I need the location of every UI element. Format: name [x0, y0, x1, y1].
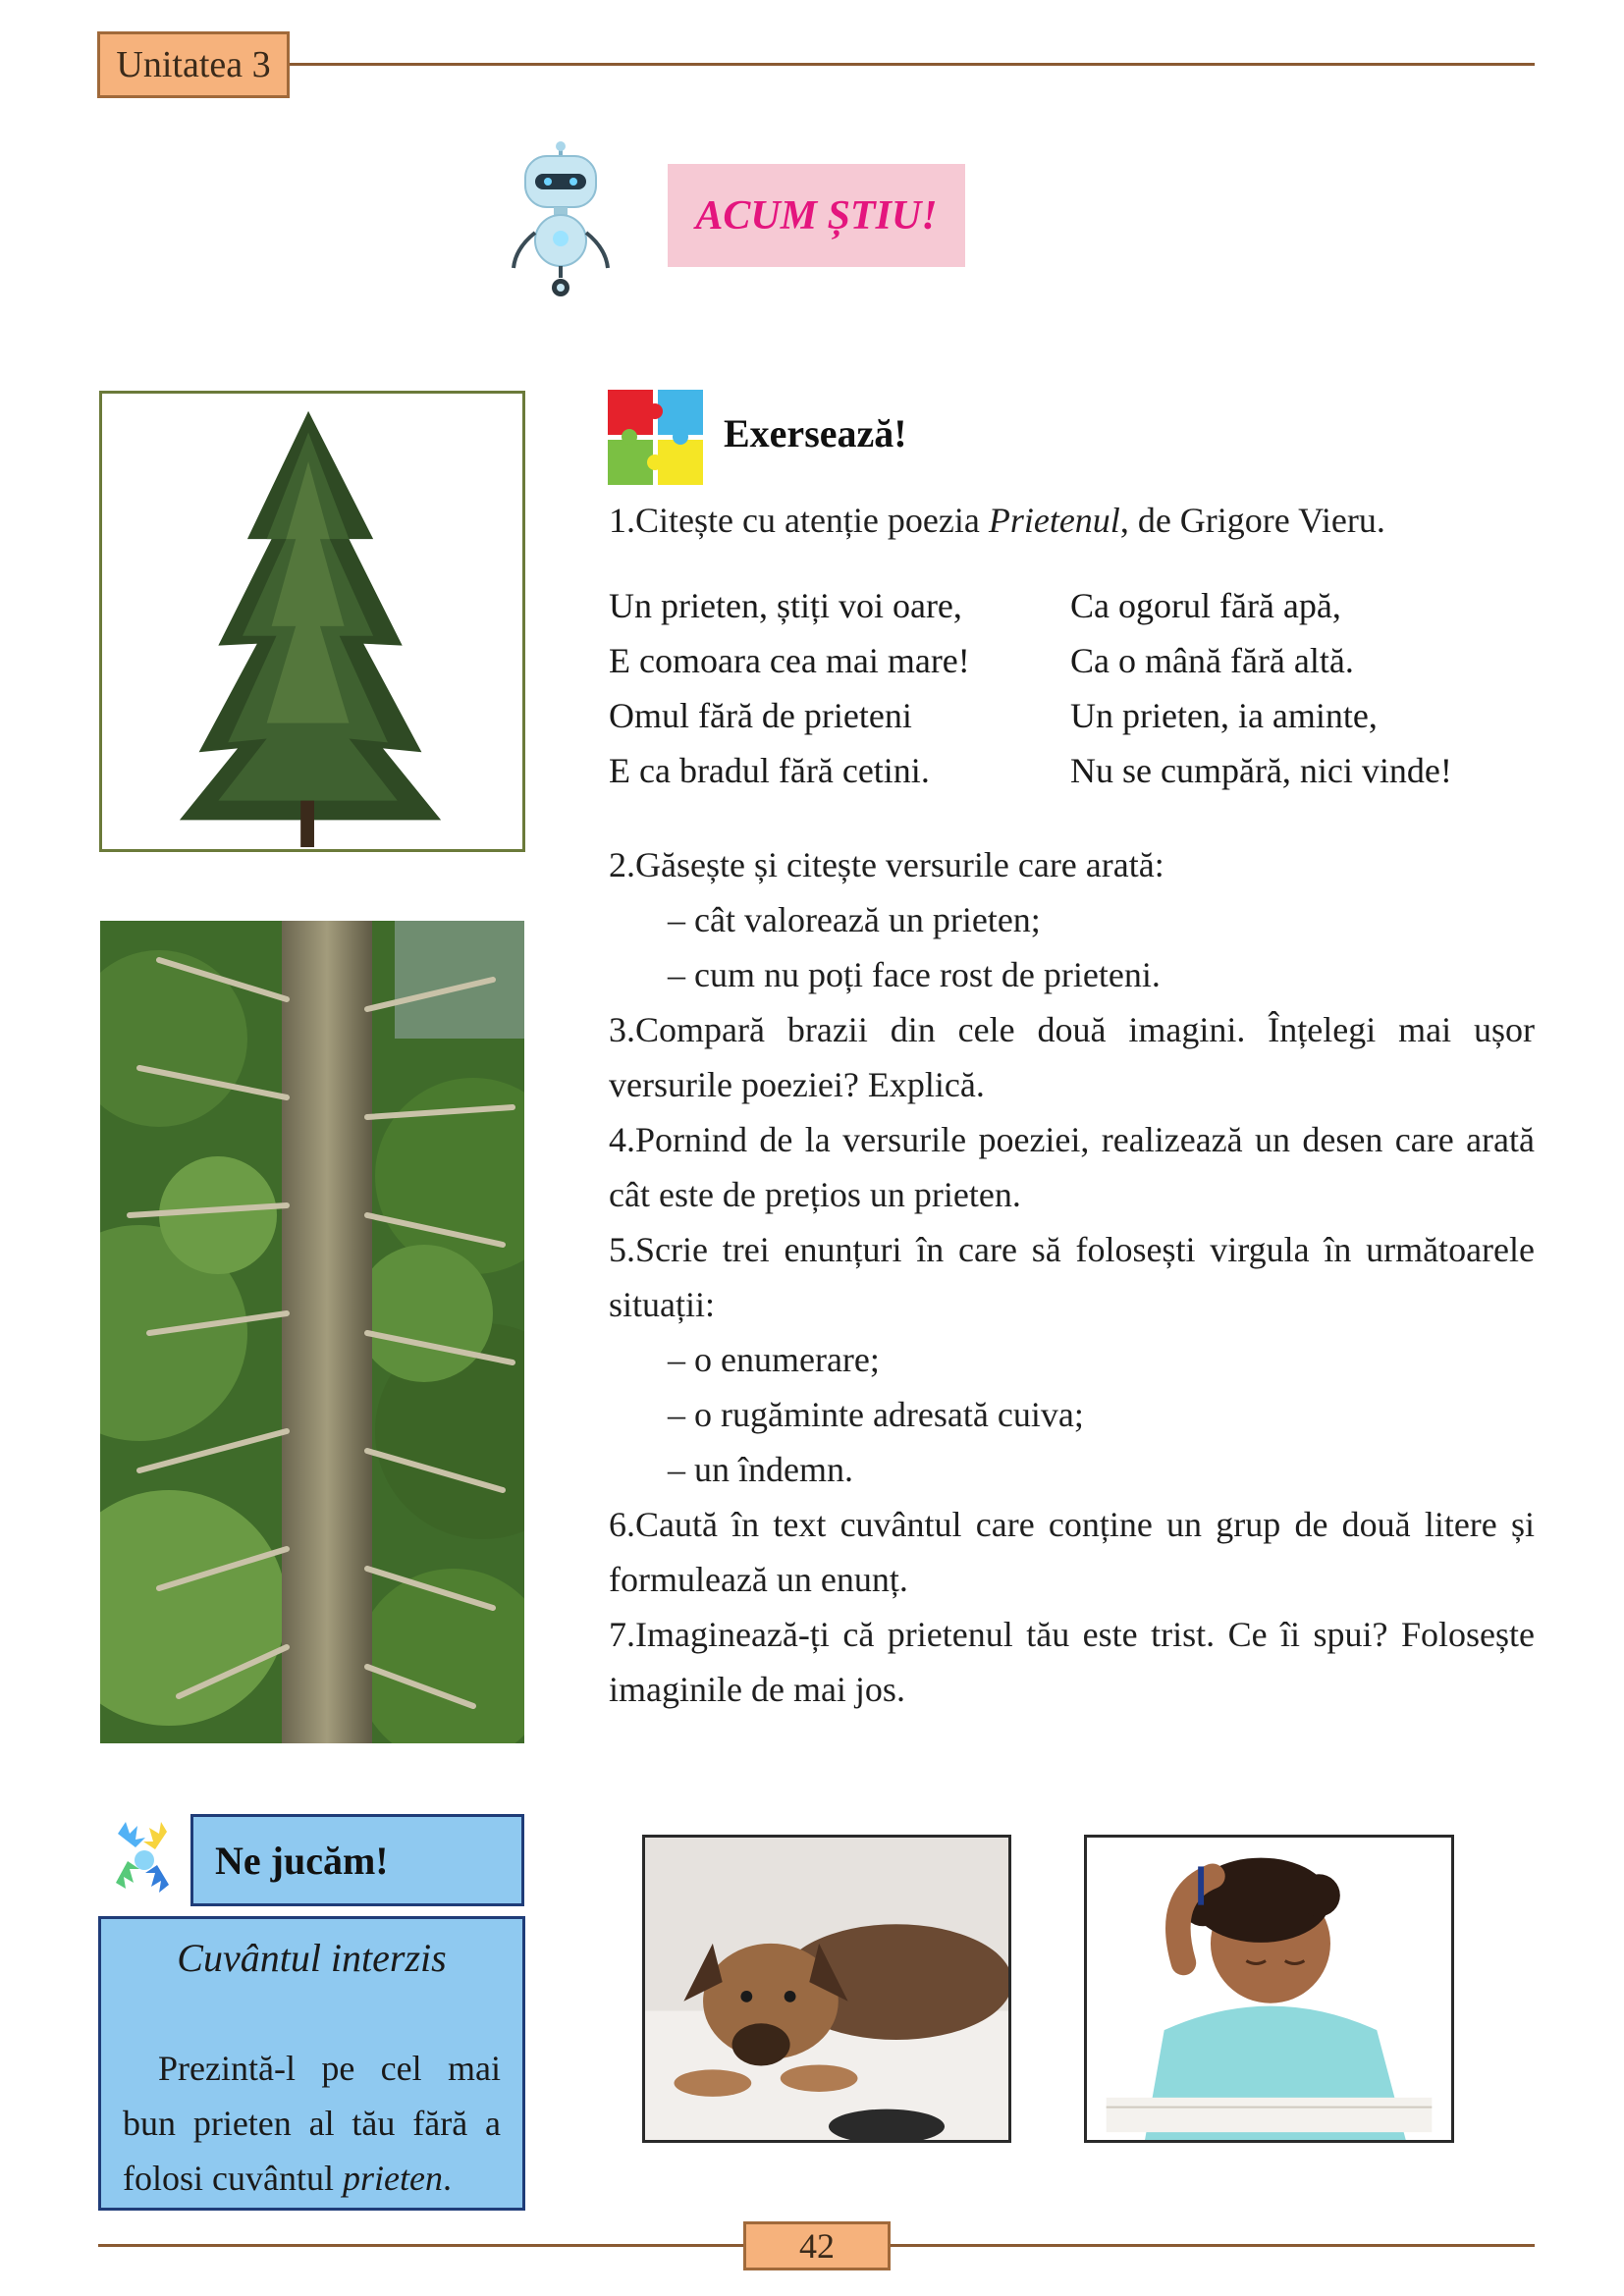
sad-boy-image [1084, 1835, 1454, 2143]
exercise-title: Exersează! [724, 411, 907, 455]
bare-fir-trunk-image [100, 921, 524, 1743]
poem-line: Un prieten, știți voi oare, [609, 586, 962, 625]
colorful-hands-icon [98, 1814, 190, 1906]
poem-stanza-right [1070, 578, 1452, 798]
fir-tree-image [99, 391, 525, 852]
question-2: 2.Găsește și citește versurile care arată: [609, 845, 1164, 884]
poem-stanza-left [609, 578, 970, 798]
poem-line: E comoara cea mai mare! [609, 641, 970, 680]
poem-line: Nu se cumpără, nici vinde! [1070, 751, 1452, 790]
question-5-item: – o rugăminte adresată cuiva; [668, 1395, 1084, 1434]
question-7: 7.Imaginează-ți că prietenul tău este trist. Ce îi spui? Folosește imaginile de mai jos. [609, 1615, 1535, 1709]
forbidden-word: prieten [342, 2159, 443, 2198]
poem-title: Prietenul [988, 501, 1120, 540]
poem-line: Ca o mână fără altă. [1070, 641, 1354, 680]
game-name: Cuvântul interzis [177, 1936, 447, 1980]
play-section-box [98, 1916, 525, 2211]
robot-mascot-icon [506, 140, 616, 301]
play-section-title: Ne jucăm! [190, 1814, 524, 1906]
question-5-item: – un îndemn. [668, 1450, 853, 1489]
question-5-item: – o enumerare; [668, 1340, 880, 1379]
question-3: 3.Compară brazii din cele două imagini. Înțelegi mai ușor versurile poeziei? Explică. [609, 1010, 1535, 1104]
unit-label: Unitatea 3 [97, 31, 290, 98]
puzzle-icon [608, 390, 703, 485]
question-2-item: – cât valorează un prieten; [668, 900, 1041, 939]
question-6: 6.Caută în text cuvântul care conține un grup de două litere și formulează un enunț. [609, 1505, 1535, 1599]
question-4: 4.Pornind de la versurile poeziei, realizează un desen care arată cât este de prețios un prieten. [609, 1120, 1535, 1214]
page-number: 42 [743, 2221, 891, 2270]
question-2-item: – cum nu poți face rost de prieteni. [668, 955, 1161, 994]
acum-stiu-banner: ACUM ȘTIU! [668, 164, 965, 267]
question-5: 5.Scrie trei enunțuri în care să folosești virgula în următoarele situații: [609, 1230, 1535, 1324]
game-instructions: Prezintă-l pe cel mai bun prieten al tău fără a folosi cuvântul prieten. [123, 2049, 501, 2198]
question-1: 1.Citește cu atenție poezia Prietenul, de Grigore Vieru. [609, 501, 1385, 540]
poem-line: E ca bradul fără cetini. [609, 751, 930, 790]
sad-dog-image [642, 1835, 1011, 2143]
poem-line: Omul fără de prieteni [609, 696, 912, 735]
header-divider [290, 63, 1535, 66]
questions-list [609, 837, 1535, 1717]
poem-line: Un prieten, ia aminte, [1070, 696, 1378, 735]
poem-line: Ca ogorul fără apă, [1070, 586, 1341, 625]
